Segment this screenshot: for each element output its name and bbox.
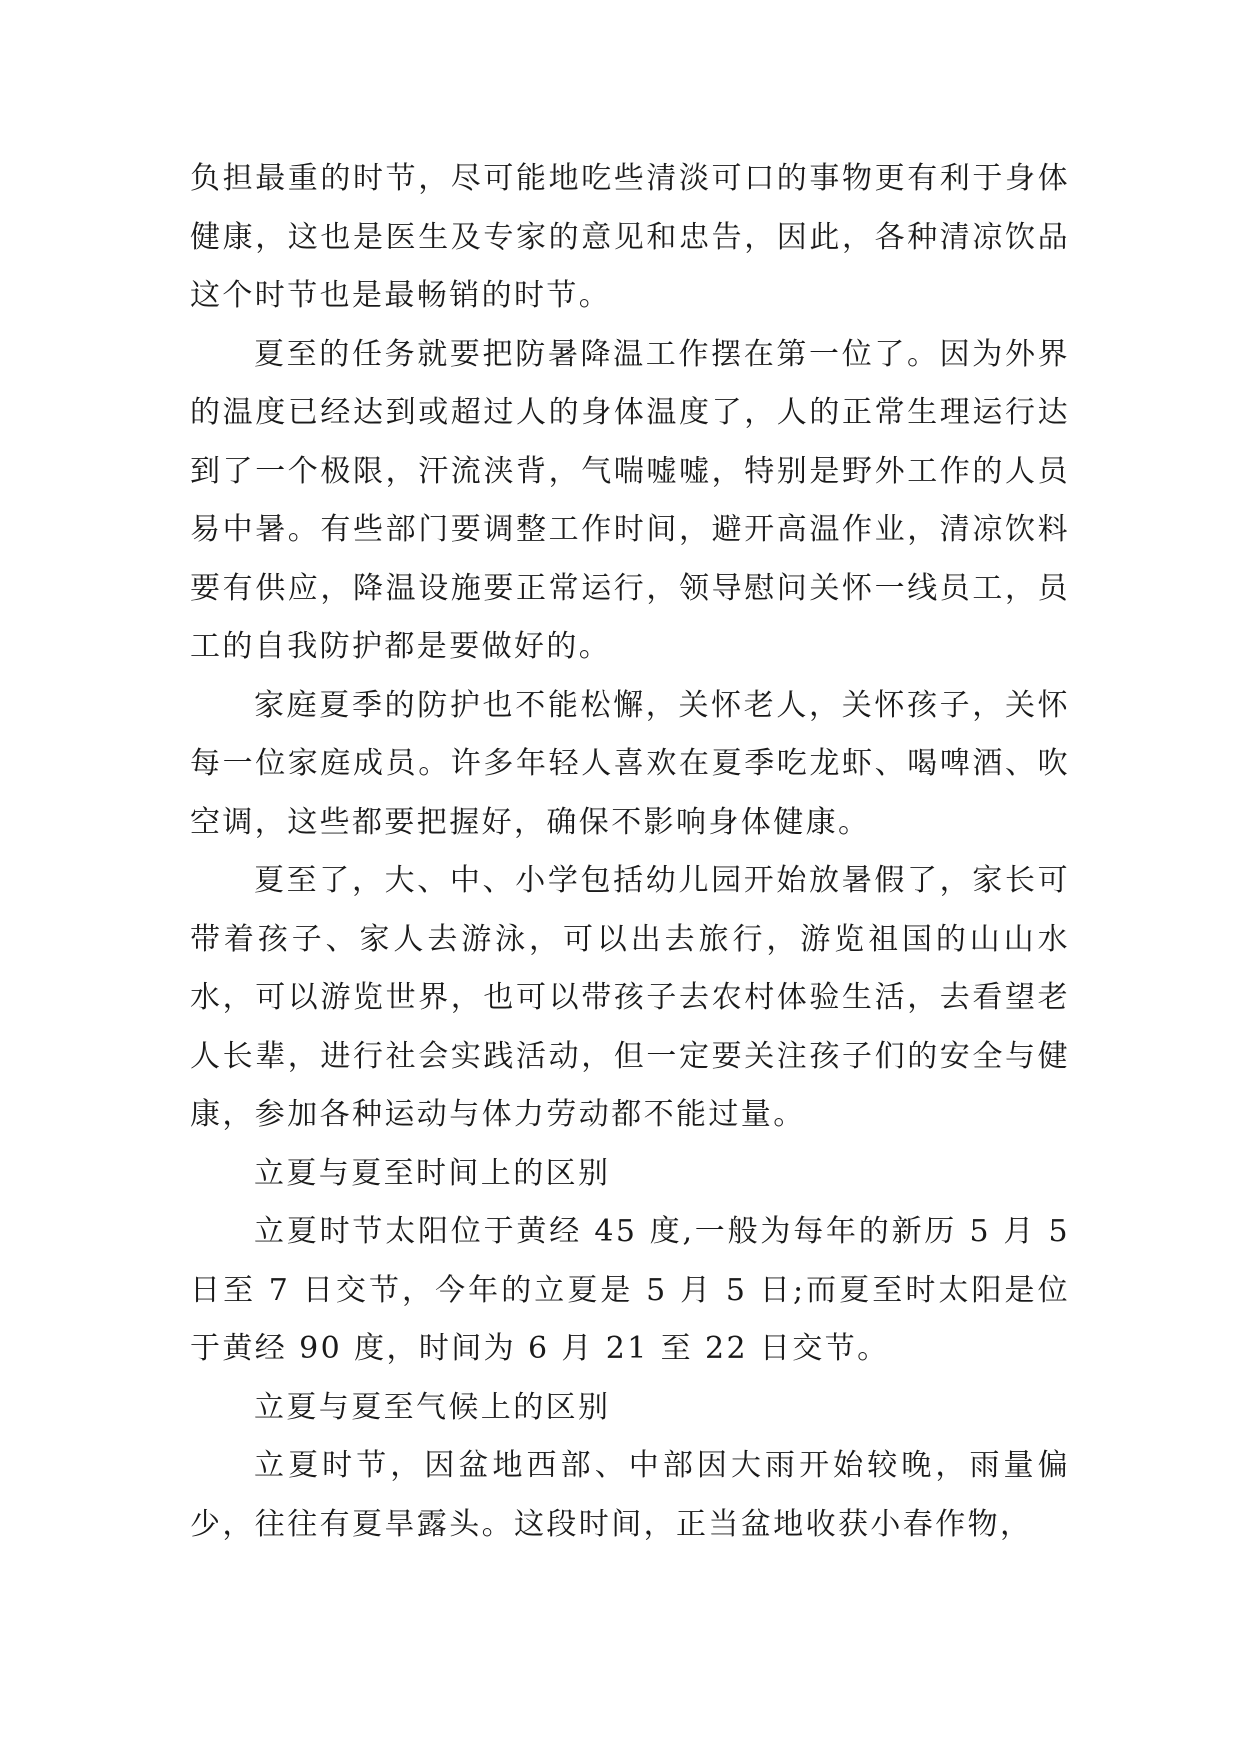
paragraph-summer-vacation: 夏至了，大、中、小学包括幼儿园开始放暑假了，家长可带着孩子、家人去游泳，可以出去旅行，游览祖国的山山水水，可以游览世界，也可以带孩子去农村体验生活，去看望老人长辈，进行社会实践活动，但一定要关注孩子们的安全与健康，参加各种运动与体力劳动都不能过量。 <box>190 863 1070 1132</box>
section-heading-time-difference: 立夏与夏至时间上的区别 <box>254 1155 611 1191</box>
paragraph-continued: 负担最重的时节，尽可能地吃些清淡可口的事物更有利于身体健康，这也是医生及专家的意见和忠告，因此，各种清凉饮品这个时节也是最畅销的时节。 <box>190 161 1070 313</box>
paragraph-climate-difference: 立夏时节，因盆地西部、中部因大雨开始较晚，雨量偏少，往往有夏旱露头。这段时间，正当盆地收获小春作物， <box>190 1448 1070 1542</box>
paragraph-family-protection: 家庭夏季的防护也不能松懈，关怀老人，关怀孩子，关怀每一位家庭成员。许多年轻人喜欢在夏季吃龙虾、喝啤酒、吹空调，这些都要把握好，确保不影响身体健康。 <box>190 687 1070 840</box>
paragraph-time-difference: 立夏时节太阳位于黄经 45 度,一般为每年的新历 5 月 5 日至 7 日交节，今年的立夏是 5 月 5 日;而夏至时太阳是位于黄经 90 度，时间为 6 月 21 至 22 日交节。 <box>190 1214 1070 1366</box>
paragraph-summer-solstice-tasks: 夏至的任务就要把防暑降温工作摆在第一位了。因为外界的温度已经达到或超过人的身体温度了，人的正常生理运行达到了一个极限，汗流浃背，气喘嘘嘘，特别是野外工作的人员易中暑。有些部门要调整工作时间，避开高温作业，清凉饮料要有供应，降温设施要正常运行，领导慰问关怀一线员工，员工的自我防护都是要做好的。 <box>190 336 1070 664</box>
section-heading-climate-difference: 立夏与夏至气候上的区别 <box>254 1389 611 1425</box>
document-body <box>190 150 1070 1554</box>
